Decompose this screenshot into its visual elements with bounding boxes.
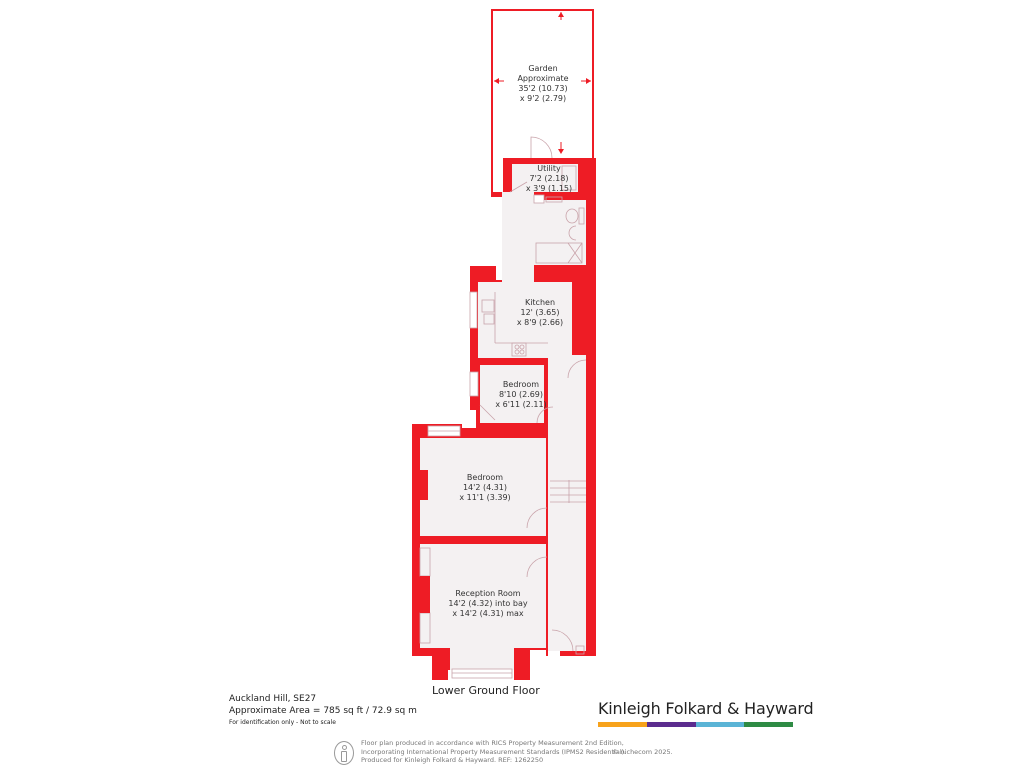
kitchen-dim1: 12' (3.65) xyxy=(520,308,560,317)
info-person-icon xyxy=(334,741,354,765)
garden-line2: Approximate xyxy=(517,74,569,83)
kitchen-name: Kitchen xyxy=(524,298,556,307)
footer-copyright: © nichecom 2025. xyxy=(612,748,673,756)
property-disclaimer: For identification only - Not to scale xyxy=(229,719,336,726)
bedroom-large-dim1: 14'2 (4.31) xyxy=(462,483,508,492)
brand-color-bar xyxy=(598,722,793,727)
footer-line1: Floor plan produced in accordance with RICS Property Measurement 2nd Edition, xyxy=(361,739,624,747)
bedroom-small-name: Bedroom xyxy=(502,380,540,389)
utility-name: Utility xyxy=(537,164,561,173)
floor-name: Lower Ground Floor xyxy=(432,684,540,697)
room-label-garden xyxy=(512,64,574,104)
reception-dim1: 14'2 (4.32) into bay xyxy=(448,599,528,608)
brand-name: Kinleigh Folkard & Hayward xyxy=(598,699,814,718)
footer-line3: Produced for Kinleigh Folkard & Hayward. REF: 1262250 xyxy=(361,756,544,764)
room-label-kitchen xyxy=(505,298,575,328)
footer-line2: Incorporating International Property Measurement Standards (IPMS2 Residential). xyxy=(361,747,627,756)
bedroom-large-name: Bedroom xyxy=(466,473,504,482)
room-label-bedroom-large xyxy=(445,473,525,503)
room-label-bedroom-small xyxy=(485,380,557,410)
reception-name: Reception Room xyxy=(455,589,521,598)
brand-bar-green xyxy=(744,722,793,727)
footer-text xyxy=(361,739,626,765)
property-area: Approximate Area = 785 sq ft / 72.9 sq m xyxy=(229,706,417,716)
brand-bar-blue xyxy=(696,722,745,727)
room-label-utility xyxy=(518,164,580,194)
room-label-reception xyxy=(438,589,538,619)
kitchen-dim2: x 8'9 (2.66) xyxy=(516,318,564,327)
brand-bar-orange xyxy=(598,722,647,727)
utility-dim1: 7'2 (2.18) xyxy=(529,174,569,183)
garden-dim1: 35'2 (10.73) xyxy=(518,84,568,93)
brand-bar-purple xyxy=(647,722,696,727)
reception-dim2: x 14'2 (4.31) max xyxy=(452,609,524,618)
bedroom-small-dim2: x 6'11 (2.11) xyxy=(495,400,547,409)
garden-dim2: x 9'2 (2.79) xyxy=(519,94,567,103)
bedroom-small-dim1: 8'10 (2.69) xyxy=(498,390,544,399)
utility-dim2: x 3'9 (1.15) xyxy=(525,184,573,193)
property-address: Auckland Hill, SE27 xyxy=(229,694,317,704)
bedroom-large-dim2: x 11'1 (3.39) xyxy=(459,493,511,502)
garden-name: Garden xyxy=(528,64,558,73)
